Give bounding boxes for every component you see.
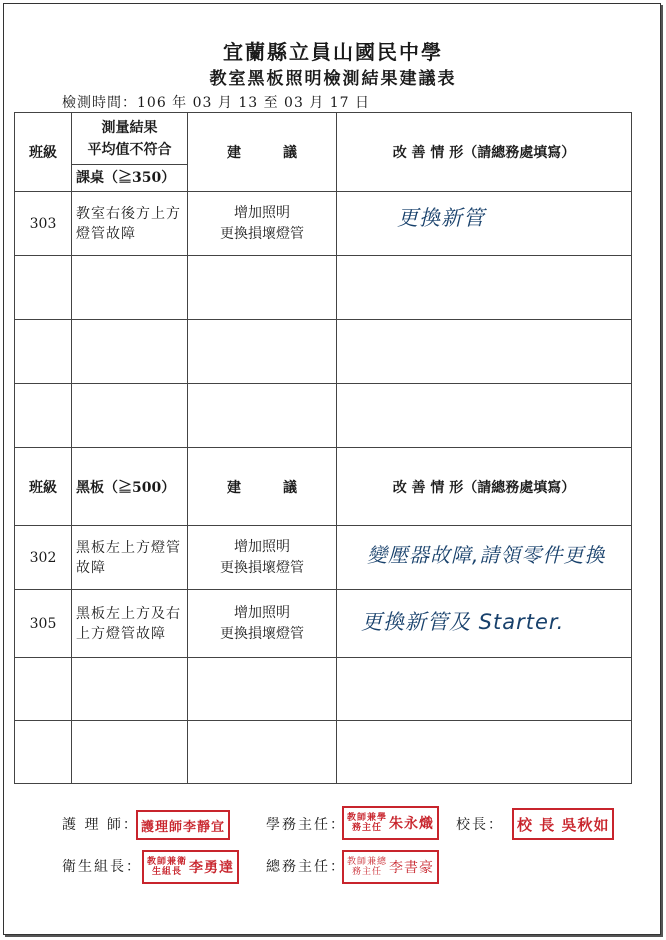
row-improvement <box>337 526 632 590</box>
row-desc: 教室右後方上方燈管故障 <box>72 192 188 256</box>
table1-header <box>15 113 632 192</box>
suggestion-line2: 更換損壞燈管 <box>220 625 304 642</box>
stamp-title: 教師兼總務主任 <box>347 857 388 877</box>
header-blackboard: 黑板（≧500） <box>72 448 188 526</box>
measure-line1: 測量結果 <box>101 120 158 136</box>
health-leader-label: 衛生組長： <box>62 859 142 875</box>
header-suggestion: 建 議 <box>188 448 337 526</box>
empty-row <box>15 256 632 320</box>
suggestion-line1: 增加照明 <box>234 538 290 555</box>
stamp-name: 李勇達 <box>189 860 234 876</box>
header-class: 班級 <box>15 113 72 192</box>
nurse-label: 護 理 師： <box>62 817 139 833</box>
row-class: 303 <box>15 192 72 256</box>
form-title: 教室黑板照明檢測結果建議表 <box>209 69 457 89</box>
school-name: 宜蘭縣立員山國民中學 <box>223 40 443 64</box>
principal-stamp: 校 長 吳秋如 <box>512 808 614 840</box>
principal-label: 校長： <box>456 817 504 833</box>
table2-header <box>15 448 632 526</box>
row-improvement <box>337 590 632 658</box>
header-measure <box>72 113 188 192</box>
empty-row <box>15 721 632 784</box>
table-row <box>15 590 632 658</box>
header-improvement: 改 善 情 形（請總務處填寫） <box>337 113 632 192</box>
empty-row <box>15 320 632 384</box>
empty-row <box>15 658 632 721</box>
empty-row <box>15 384 632 448</box>
header-class: 班級 <box>15 448 72 526</box>
stamp-name: 朱永熾 <box>389 816 434 832</box>
inspection-table <box>14 112 632 784</box>
header-improvement: 改 善 情 形（請總務處填寫） <box>337 448 632 526</box>
suggestion-line2: 更換損壞燈管 <box>220 559 304 576</box>
row-suggestion <box>188 192 337 256</box>
handwritten-improvement: 變壓器故障,請領零件更換 <box>367 543 606 567</box>
nurse-stamp: 護理師李靜宜 <box>136 810 230 840</box>
stamp-title: 教師兼學務主任 <box>347 813 388 833</box>
suggestion-line2: 更換損壞燈管 <box>220 225 304 242</box>
stamp-title: 教師兼衛生組長 <box>147 857 188 877</box>
general-affairs-label: 總務主任： <box>266 859 346 875</box>
row-class: 302 <box>15 526 72 590</box>
row-improvement <box>337 192 632 256</box>
header-suggestion: 建 議 <box>188 113 337 192</box>
handwritten-improvement: 更換新管 <box>397 205 485 230</box>
inspection-date: 檢測時間：106 年 03 月 13 至 03 月 17 日 <box>62 95 371 111</box>
table-row <box>15 526 632 590</box>
measure-header-top <box>72 113 187 165</box>
suggestion-line1: 增加照明 <box>234 204 290 221</box>
student-affairs-stamp <box>342 806 439 840</box>
stamp-name: 李書豪 <box>389 860 434 876</box>
table-row <box>15 192 632 256</box>
row-suggestion <box>188 590 337 658</box>
health-leader-stamp <box>142 850 239 884</box>
suggestion-line1: 增加照明 <box>234 604 290 621</box>
measure-line2: 平均值不符合 <box>87 142 172 158</box>
student-affairs-label: 學務主任： <box>266 817 346 833</box>
row-suggestion <box>188 526 337 590</box>
row-class: 305 <box>15 590 72 658</box>
row-desc: 黑板左上方燈管故障 <box>72 526 188 590</box>
handwritten-improvement: 更換新管及 Starter. <box>361 609 565 634</box>
measure-sub-desk: 課桌（≧350） <box>76 170 176 186</box>
row-desc: 黑板左上方及右上方燈管故障 <box>72 590 188 658</box>
general-affairs-stamp <box>342 850 439 884</box>
